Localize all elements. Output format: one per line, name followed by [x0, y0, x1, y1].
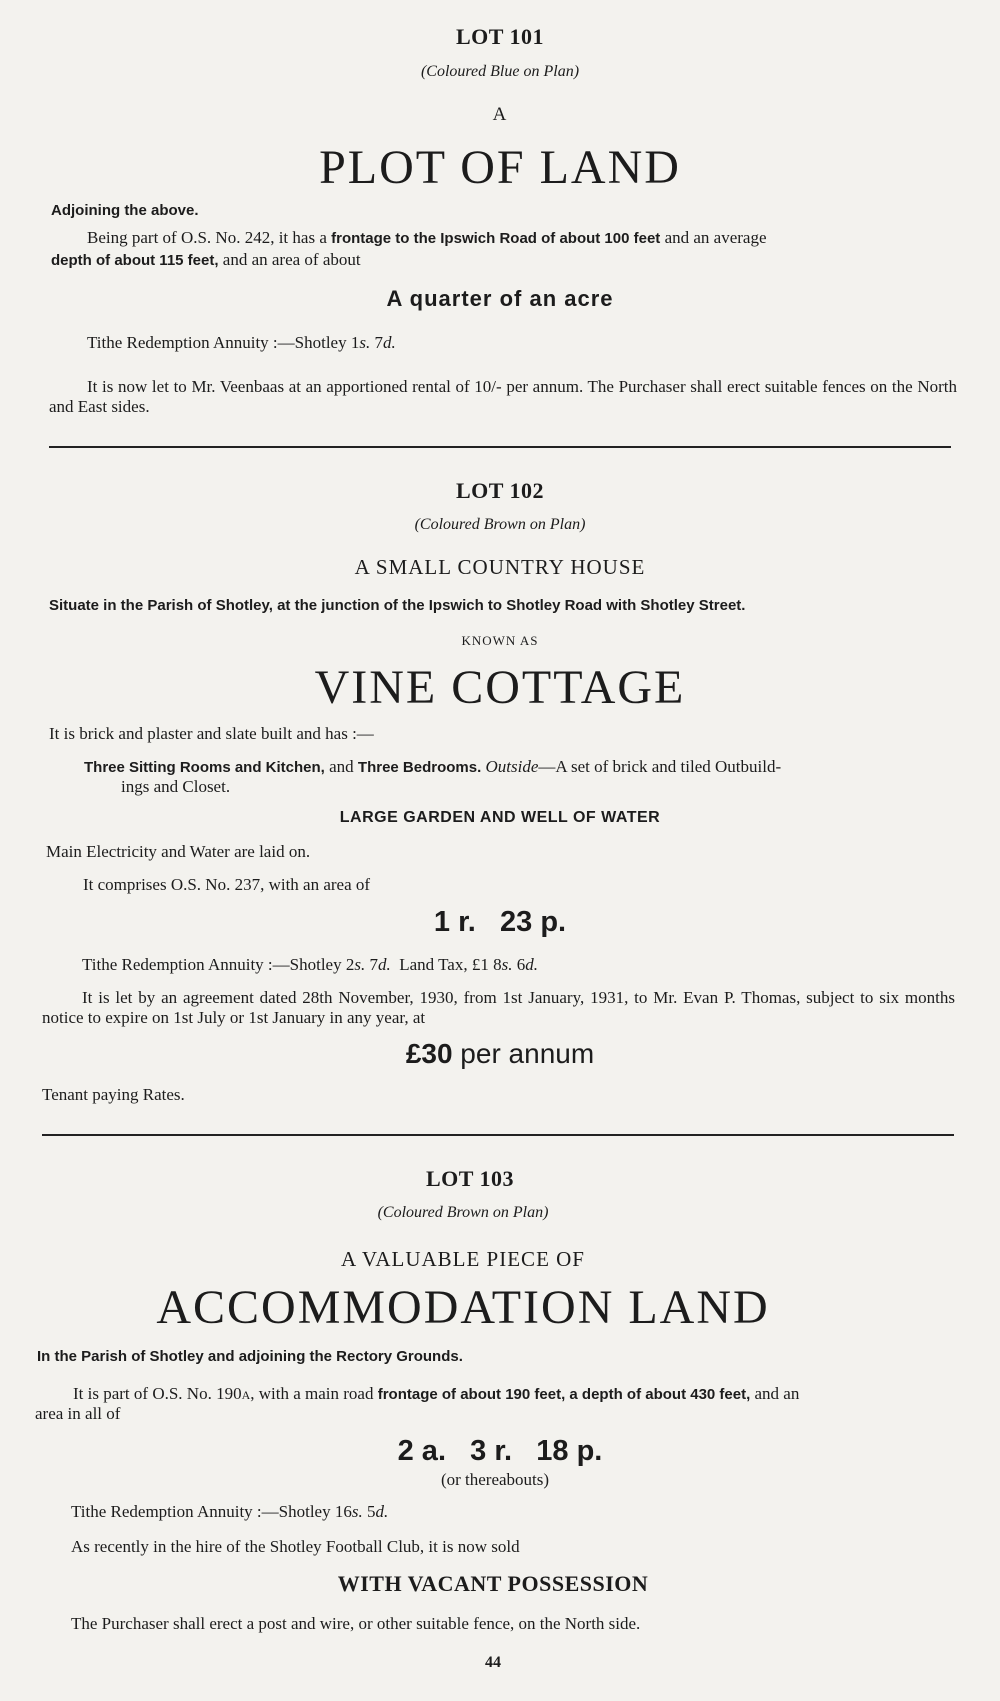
lot-102-rooms-line1: Three Sitting Rooms and Kitchen, and Three Bedrooms. Outside—A set of brick and tiled Outbuild-: [84, 757, 782, 776]
lot-102-construction: It is brick and plaster and slate built and has :—: [49, 724, 374, 743]
lot-102-tithe: Tithe Redemption Annuity :—Shotley 2s. 7d. Land Tax, £1 8s. 6d.: [82, 955, 538, 974]
lot-103-parish: In the Parish of Shotley and adjoining the Rectory Grounds.: [37, 1348, 463, 1365]
lot-101-description-line1: Being part of O.S. No. 242, it has a frontage to the Ipswich Road of about 100 feet and an average: [87, 228, 767, 247]
divider-rule: [49, 446, 951, 448]
lot-102-services: Main Electricity and Water are laid on.: [46, 842, 311, 861]
lot-103-area: 2 a. 3 r. 18 p.: [397, 1435, 603, 1467]
page-number: 44: [485, 1654, 501, 1671]
lot-102-title: VINE COTTAGE: [314, 661, 686, 714]
lot-103-heading: LOT 103: [425, 1166, 515, 1191]
lot-103-description-line2: area in all of: [35, 1404, 121, 1423]
lot-102-agreement: It is let by an agreement dated 28th November, 1930, from 1st January, 1931, to Mr. Evan P. Thomas, subject to six months notice to expire on 1st July or 1st January in any year, at: [42, 988, 955, 1027]
lot-101-area: A quarter of an acre: [386, 286, 614, 311]
lot-102-known-as: KNOWN AS: [461, 633, 539, 648]
lot-103-title: ACCOMMODATION LAND: [156, 1281, 770, 1334]
lot-102-comprises: It comprises O.S. No. 237, with an area of: [83, 875, 371, 894]
lot-101-adjoining: Adjoining the above.: [51, 202, 199, 219]
lot-101-letting: It is now let to Mr. Veenbaas at an apportioned rental of 10/- per annum. The Purchaser shall erect suitable fences on the North and East sides.: [49, 377, 957, 416]
lot-103-vacant-possession: WITH VACANT POSSESSION: [337, 1571, 649, 1596]
lot-103-thereabouts: (or thereabouts): [440, 1470, 550, 1489]
lot-103-tithe: Tithe Redemption Annuity :—Shotley 16s. 5d.: [71, 1502, 389, 1521]
lot-102-subtitle: A SMALL COUNTRY HOUSE: [354, 555, 646, 579]
divider-rule: [42, 1134, 954, 1136]
lot-103-fence: The Purchaser shall erect a post and wire, or other suitable fence, on the North side.: [71, 1614, 641, 1633]
lot-101-tithe: Tithe Redemption Annuity :—Shotley 1s. 7d.: [87, 333, 396, 352]
lot-103-description-line1: It is part of O.S. No. 190A, with a main road frontage of about 190 feet, a depth of about 430 feet, and an: [73, 1384, 800, 1403]
lot-101-article: A: [492, 104, 508, 125]
lot-101-plan-colour: (Coloured Blue on Plan): [420, 63, 580, 80]
lot-101-description-line2: depth of about 115 feet, and an area of about: [51, 250, 361, 269]
lot-102-rooms-line2: ings and Closet.: [121, 777, 231, 796]
lot-102-heading: LOT 102: [455, 478, 545, 503]
lot-102-garden: LARGE GARDEN AND WELL OF WATER: [339, 809, 661, 826]
lot-102-rent: £30 per annum: [405, 1038, 595, 1069]
lot-103-plan-colour: (Coloured Brown on Plan): [377, 1204, 549, 1221]
lot-102-rates: Tenant paying Rates.: [42, 1085, 185, 1104]
lot-101-title: PLOT OF LAND: [319, 141, 681, 194]
lot-103-subtitle: A VALUABLE PIECE OF: [340, 1247, 585, 1271]
lot-101-heading: LOT 101: [455, 24, 545, 49]
lot-103-hire: As recently in the hire of the Shotley Football Club, it is now sold: [71, 1537, 520, 1556]
lot-102-area: 1 r. 23 p.: [433, 906, 567, 938]
lot-102-situate: Situate in the Parish of Shotley, at the junction of the Ipswich to Shotley Road with Shotley Street.: [49, 597, 746, 614]
lot-102-plan-colour: (Coloured Brown on Plan): [414, 516, 586, 533]
